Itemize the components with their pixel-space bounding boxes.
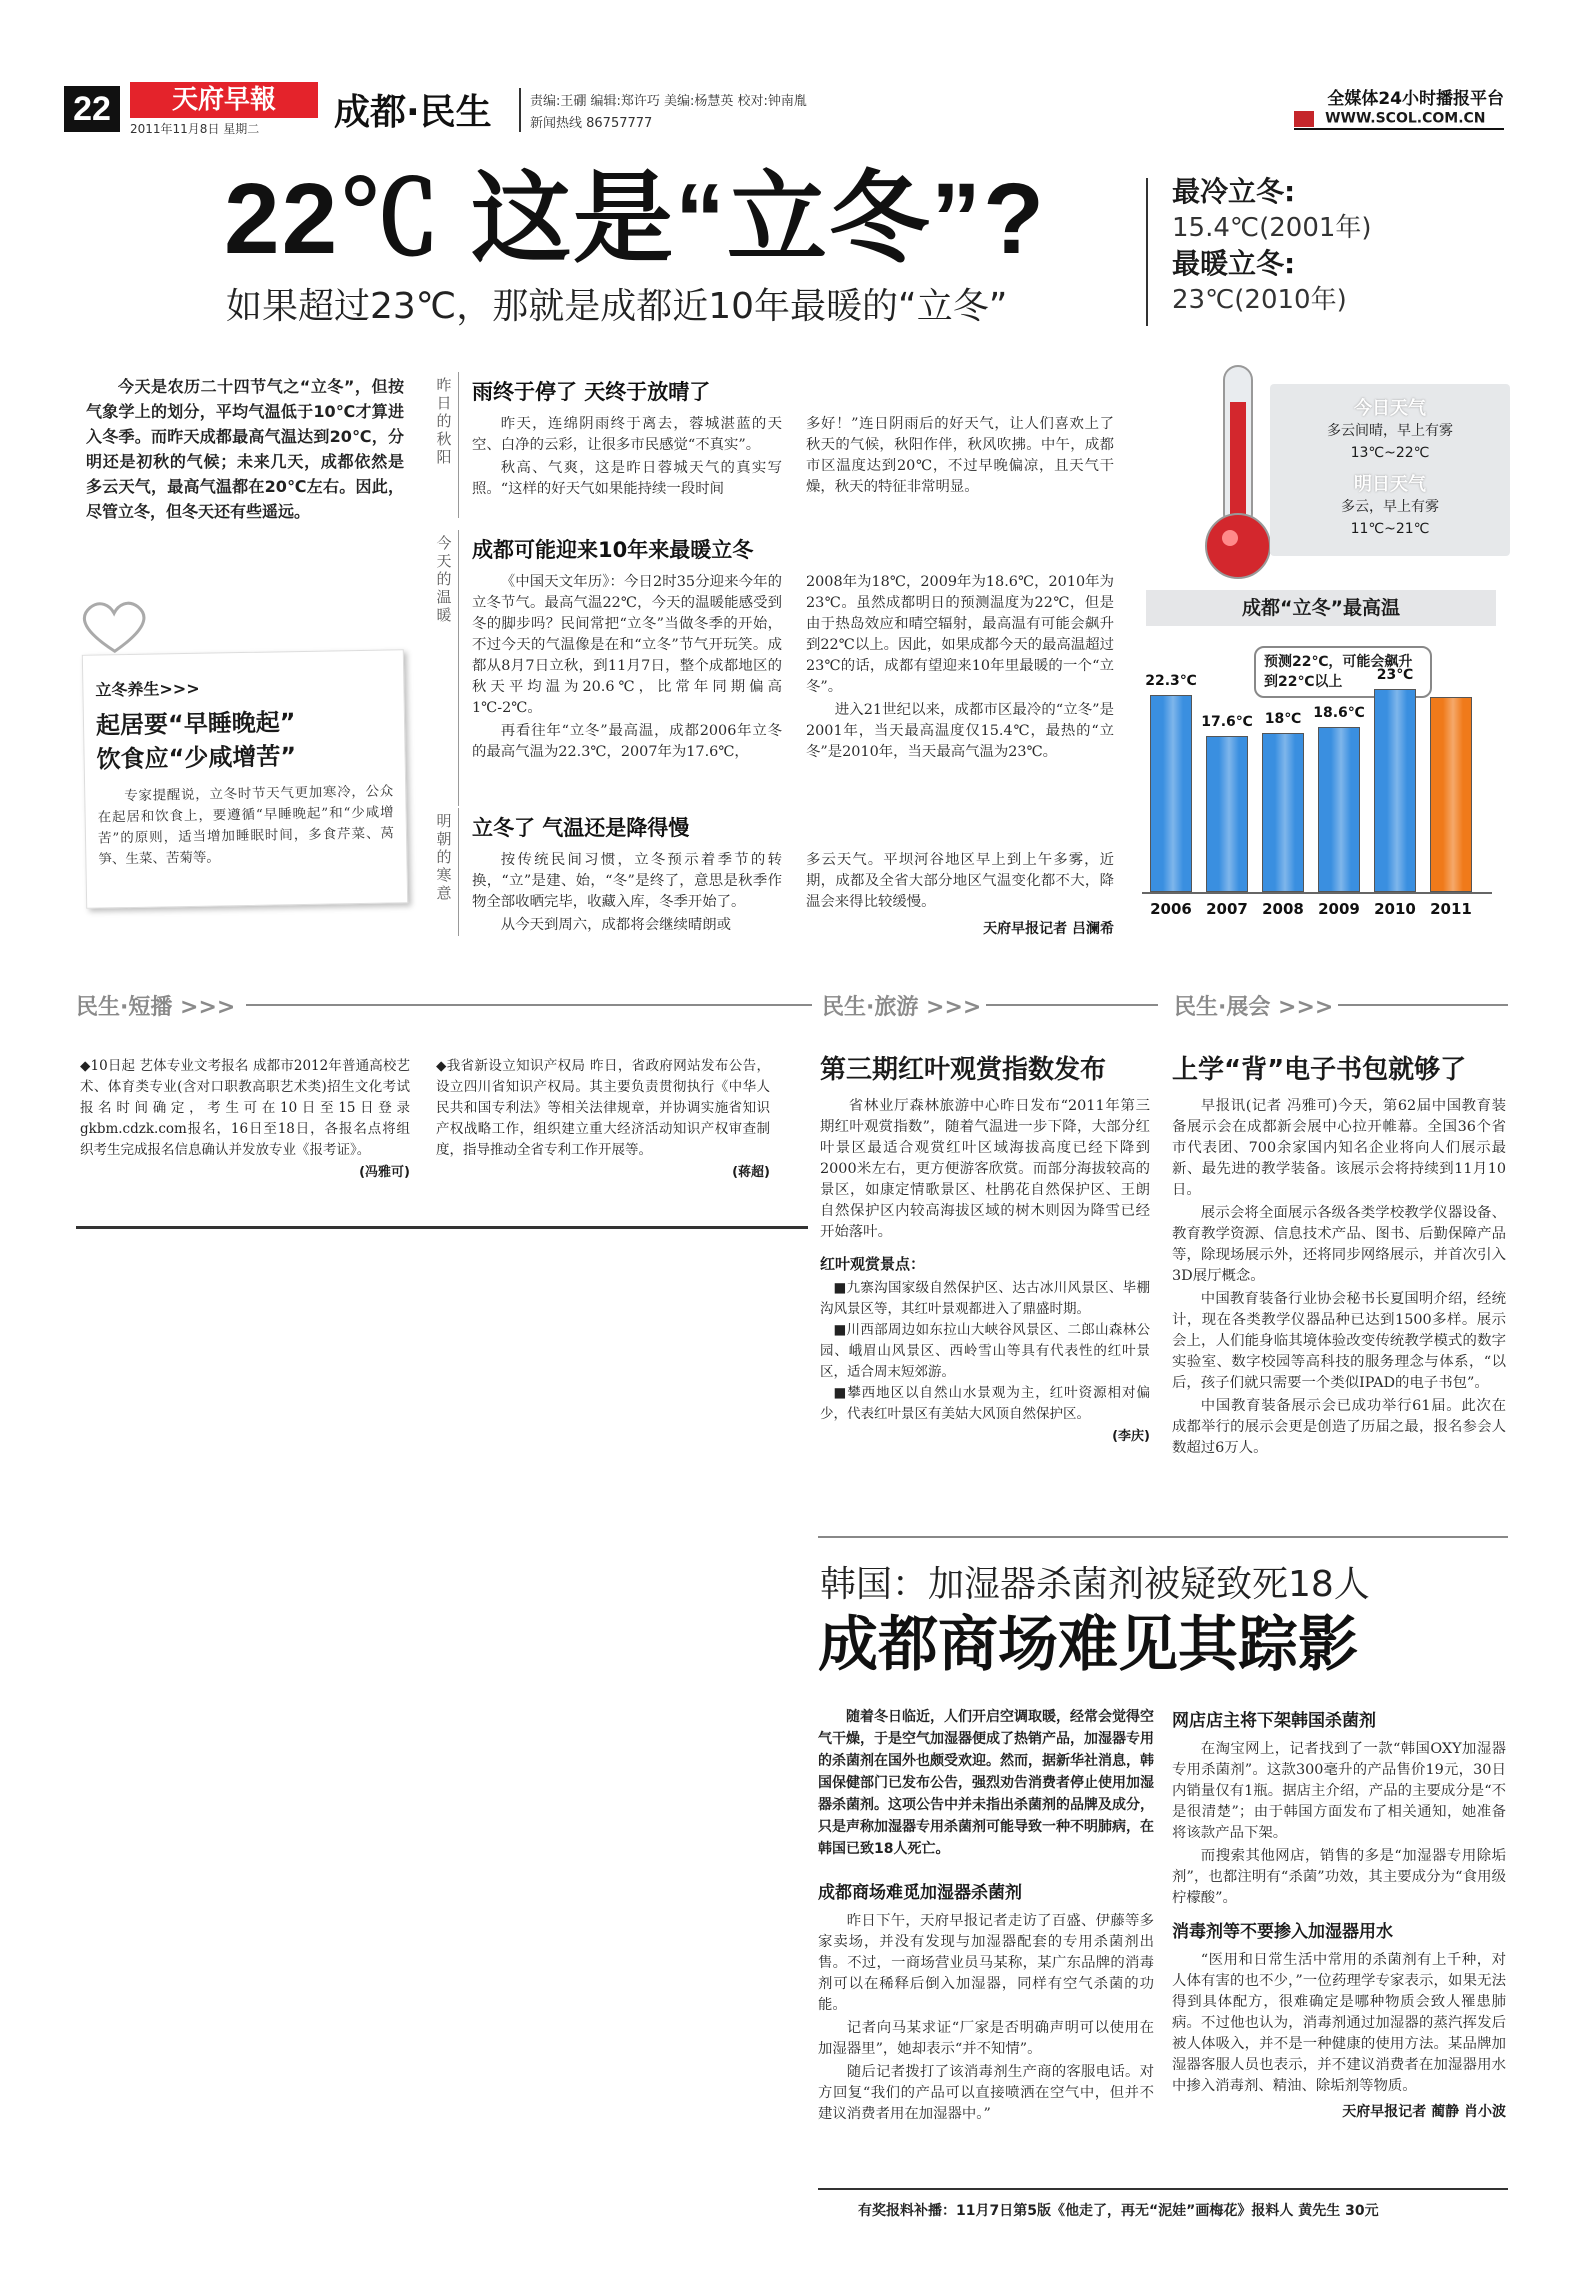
chart-bar-2009 xyxy=(1318,727,1360,892)
expo-label: 民生·展会 >>> xyxy=(1174,995,1334,1020)
heart-icon xyxy=(74,597,155,658)
expo-paragraph-3: 中国教育装备行业协会秘书长夏国明介绍，经统计，现在各类教学仪器品种已达到1500多样。展示会上，人们能身临其境体验改变传统教学模式的数字实验室、数字校园等高科技的服务理念与体系，“以后，孩子们就只需要一个类似IPAD的电子书包”。 xyxy=(1172,1291,1506,1391)
section-3-side-label: 明朝的寒意 xyxy=(436,812,452,902)
site-url[interactable] xyxy=(1294,108,1504,130)
chart-x-tick: 2011 xyxy=(1430,900,1472,918)
chart-x-tick: 2009 xyxy=(1318,900,1360,918)
korea-sub1-p1: 昨日下午，天府早报记者走访了百盛、伊藤等多家卖场，并没有发现与加湿器配套的专用杀菌剂出售。不过，一商场营业员马某称，某广东品牌的消毒剂可以在稀释后倒入加湿器，同样有空气杀菌的功能。 xyxy=(818,1913,1154,2013)
paragraph: 按传统民间习惯，立冬预示着季节的转换，“立”是建、始，“冬”是终了，意思是秋季作物全部收晒完毕，收藏入库，冬季开始了。 xyxy=(472,852,782,910)
brief-1-text: ◆10日起 艺体专业文考报名 成都市2012年普通高校艺术、体育类专业(含对口职教高职艺术类)招生文化考试报名时间确定，考生可在10日至15日登录gkbm.cdzk.com报名，16日至18日，各报名点将组织考生完成报名信息确认并发放专业《报考证》。 xyxy=(80,1058,410,1158)
expo-paragraph-2: 展示会将全面展示各级各类学校教学仪器设备、教育教学资源、信息技术产品、图书、后勤保障产品等，除现场展示外，还将同步网络展示，并首次引入3D展厅概念。 xyxy=(1172,1205,1506,1284)
temperature-chart xyxy=(1136,590,1506,940)
korea-sub1-p3: 随后记者拨打了该消毒剂生产商的客服电话。对方回复“我们的产品可以直接喷洒在空气中，但并不建议消费者用在加湿器中。” xyxy=(818,2064,1154,2122)
paragraph: 多云天气。平坝河谷地区早上到上午多雾，近期，成都及全省大部分地区气温变化都不大，降温会来得比较缓慢。 xyxy=(806,852,1114,910)
health-box xyxy=(82,649,408,909)
korea-right-column xyxy=(1172,1706,1506,2121)
section-2-col-1 xyxy=(472,572,782,765)
warmest-value: 23℃(2010年) xyxy=(1172,285,1347,315)
health-text: 专家提醒说，立冬时节天气更加寒冷，公众在起居和饮食上，要遵循“早睡晚起”和“少咸增苦”的原则，适当增加睡眠时间，多食芹菜、莴笋、生菜、苦菊等。 xyxy=(97,783,395,868)
paragraph: 多好！”连日阴雨后的好天气，让人们喜欢上了秋天的气候，秋阳作伴，秋风吹拂。中午，成都市区温度达到20℃，不过早晚偏凉，且天气干燥，秋天的特征非常明显。 xyxy=(806,416,1114,495)
warmest-label: 最暖立冬: xyxy=(1172,247,1296,280)
section-1-col-1 xyxy=(472,414,782,502)
today-temp: 13℃~22℃ xyxy=(1350,445,1430,461)
header-divider xyxy=(519,88,521,132)
travel-spots-heading: 红叶观赏景点： xyxy=(820,1255,926,1273)
paragraph: 进入21世纪以来，成都市区最冷的“立冬”是2001年，当天最高温度仅15.4℃，最热的“立冬”是2010年，当天最高气温为23℃。 xyxy=(806,702,1114,760)
section-3-col-2 xyxy=(806,850,1114,915)
korea-sub1-p2: 记者向马某求证“厂家是否明确声明可以使用在加湿器里”，她却表示“并不知情”。 xyxy=(818,2020,1154,2057)
site-url-text: WWW.SCOL.COM.CN xyxy=(1325,110,1486,127)
chart-value-label: 23℃ xyxy=(1376,666,1414,683)
section-3 xyxy=(434,808,1124,948)
chart-x-tick: 2010 xyxy=(1374,900,1416,918)
weather-panel xyxy=(1190,362,1510,586)
briefs-section-bar xyxy=(76,990,812,1020)
korea-sub3-body xyxy=(1172,1950,1506,2097)
issue-date: 2011年11月8日 星期二 xyxy=(130,122,260,136)
travel-spot-2: ■川西部周边如东拉山大峡谷风景区、二郎山森林公园、峨眉山风景区、西岭雪山等具有代表性的红叶景区，适合周末短郊游。 xyxy=(820,1322,1150,1380)
section-3-byline: 天府早报记者 吕澜希 xyxy=(983,921,1114,937)
travel-author: (李庆) xyxy=(1112,1429,1150,1444)
health-tag: 立冬养生>>> xyxy=(95,678,200,700)
travel-spot-3: ■攀西地区以自然山水景观为主，红叶资源相对偏少，代表红叶景区有美姑大风顶自然保护区。 xyxy=(820,1385,1150,1422)
korea-sub2-p1: 在淘宝网上，记者找到了一款“韩国OXY加湿器专用杀菌剂”。这款300毫升的产品售价19元，30日内销量仅有1瓶。据店主介绍，产品的主要成分是“不是很清楚”；由于韩国方面发布了相关通知，她准备将该款产品下架。 xyxy=(1172,1741,1506,1841)
korea-left-column xyxy=(818,1706,1154,2127)
chart-x-tick: 2008 xyxy=(1262,900,1304,918)
expo-paragraph-1: 早报讯(记者 冯雅可)今天，第62届中国教育装备展示会在成都新会展中心拉开帷幕。全国36个省市代表团、700余家国内知名企业将向人们展示最新、最先进的教学装备。该展示会将持续到11月10日。 xyxy=(1172,1098,1506,1198)
chart-plot-area xyxy=(1136,630,1506,940)
chart-bar-2010 xyxy=(1374,689,1416,892)
travel-heading: 第三期红叶观赏指数发布 xyxy=(820,1055,1107,1085)
travel-article xyxy=(820,1052,1150,1444)
korea-subheading-1: 成都商场难觅加湿器杀菌剂 xyxy=(818,1883,1022,1903)
chart-value-label: 17.6℃ xyxy=(1201,714,1253,731)
section-1-rule xyxy=(458,372,459,518)
footer-rule xyxy=(818,2188,1508,2190)
coldest-value: 15.4℃(2001年) xyxy=(1172,213,1372,243)
health-title-2: 饮食应“少咸增苦” xyxy=(96,742,297,774)
expo-heading: 上学“背”电子书包就够了 xyxy=(1172,1055,1467,1085)
lead-subtitle: 如果超过23℃，那就是成都近10年最暖的“立冬” xyxy=(226,286,1008,327)
expo-article xyxy=(1172,1052,1506,1461)
korea-subheading-3: 消毒剂等不要掺入加湿器用水 xyxy=(1172,1922,1393,1942)
travel-rule xyxy=(986,1004,1158,1006)
record-box xyxy=(1172,174,1502,318)
section-3-heading: 立冬了 气温还是降得慢 xyxy=(472,816,690,840)
brief-2-text: ◆我省新设立知识产权局 昨日，省政府网站发布公告，设立四川省知识产权局。其主要负责贯彻执行《中华人民共和国专利法》等相关法律规章，并协调实施省知识产权战略工作，组织建立重大经济活动知识产权审查制度，指导推动全省专利工作开展等。 xyxy=(436,1058,770,1158)
korea-sub1-body xyxy=(818,1911,1154,2125)
tomorrow-temp: 11℃~21℃ xyxy=(1350,521,1430,537)
expo-paragraph-4: 中国教育装备展示会已成功举行61届。此次在成都举行的展示会更是创造了历届之最，报名参会人数超过6万人。 xyxy=(1172,1398,1506,1456)
korea-sub2-body xyxy=(1172,1739,1506,1909)
korea-subheading-2: 网店店主将下架韩国杀菌剂 xyxy=(1172,1711,1376,1731)
tomorrow-desc: 多云，早上有雾 xyxy=(1341,499,1439,515)
korea-top-rule xyxy=(818,1536,1508,1538)
home-icon xyxy=(1294,111,1314,127)
section-2-col-2 xyxy=(806,572,1114,765)
footer-note: 有奖报料补播：11月7日第5版《他走了，再无“泥娃”画梅花》报料人 黄先生 30元 xyxy=(858,2203,1379,2219)
platform-label: 全媒体24小时播报平台 xyxy=(1327,89,1504,109)
chart-value-label: 18℃ xyxy=(1264,710,1302,727)
chart-bar-2006 xyxy=(1150,695,1192,892)
health-title-1: 起居要“早睡晚起” xyxy=(95,708,296,740)
travel-spot-1: ■九寨沟国家级自然保护区、达古冰川风景区、毕棚沟风景区等，其红叶景观都进入了鼎盛时期。 xyxy=(820,1280,1150,1317)
lead-intro: 今天是农历二十四节气之“立冬”，但按气象学上的划分，平均气温低于10℃才算进入冬季。而昨天成都最高气温达到20℃，分明还是初秋的气候；未来几天，成都依然是多云天气，最高气温都在20℃左右。因此，尽管立冬，但冬天还有些遥远。 xyxy=(86,377,404,521)
chart-baseline xyxy=(1142,892,1492,894)
korea-lead: 随着冬日临近，人们开启空调取暖，经常会觉得空气干燥，于是空气加湿器便成了热销产品，加湿器专用的杀菌剂在国外也颇受欢迎。然而，据新华社消息，韩国保健部门已发布公告，强烈劝告消费者停止使用加湿器杀菌剂。这项公告中并未指出杀菌剂的品牌及成分，只是声称加湿器专用杀菌剂可能导致一种不明肺病，在韩国已致18人死亡。 xyxy=(818,1709,1154,1857)
korea-title-2: 成都商场难见其踪影 xyxy=(818,1610,1358,1680)
section-2-rule xyxy=(458,530,459,806)
weather-card xyxy=(1270,384,1510,556)
page-number: 22 xyxy=(64,86,120,132)
today-desc: 多云间晴，早上有雾 xyxy=(1327,423,1453,439)
brief-2-author: (蒋超) xyxy=(732,1165,770,1180)
section-2-heading: 成都可能迎来10年来最暖立冬 xyxy=(472,538,754,562)
chart-x-tick: 2006 xyxy=(1150,900,1192,918)
travel-text: 省林业厅森林旅游中心昨日发布“2011年第三期红叶观赏指数”，随着气温进一步下降，大部分红叶景区最适合观赏红叶区域海拔高度已经下降到2000米左右，更方便游客欣赏。而部分海拔较高的景区，如康定情歌景区、杜鹃花自然保护区、王朗自然保护区内较高海拔区域的树木则因为降雪已经开始落叶。 xyxy=(820,1098,1150,1240)
tomorrow-label: 明日天气 xyxy=(1354,474,1426,495)
briefs-rule xyxy=(246,1004,812,1006)
paragraph: 昨天，连绵阴雨终于离去，蓉城湛蓝的天空、白净的云彩，让很多市民感觉“不真实”。 xyxy=(472,416,782,453)
chart-bar-2011 xyxy=(1430,697,1472,892)
section-title: 成都·民生 xyxy=(334,92,492,133)
hotline: 新闻热线 86757777 xyxy=(530,116,653,131)
paragraph: 2008年为18℃，2009年为18.6℃，2010年为23℃。虽然成都明日的预测温度为22℃，但是由于热岛效应和晴空辐射，最高温有可能会飙升到22℃以上。因此，如果成都今天的最高温超过23℃的话，成都有望迎来10年里最暖的一个“立冬”。 xyxy=(806,574,1114,695)
section-2-side-label: 今天的温暖 xyxy=(436,534,452,624)
travel-section-bar xyxy=(822,990,1158,1020)
expo-body xyxy=(1172,1096,1506,1459)
korea-byline: 天府早报记者 蔺静 肖小波 xyxy=(1342,2104,1506,2120)
chart-title: 成都“立冬”最高温 xyxy=(1146,590,1496,626)
travel-label: 民生·旅游 >>> xyxy=(822,995,982,1020)
chart-value-label: 22.3℃ xyxy=(1145,672,1197,689)
expo-section-bar xyxy=(1174,990,1508,1020)
section-2 xyxy=(434,530,1124,806)
paper-logo: 天府早報 xyxy=(130,82,318,118)
briefs-label: 民生·短播 >>> xyxy=(76,995,236,1020)
section-3-rule xyxy=(458,808,459,936)
brief-2 xyxy=(436,1056,770,1180)
chart-bar-2008 xyxy=(1262,733,1304,892)
brief-1 xyxy=(80,1056,410,1180)
paragraph: 从今天到周六，成都将会继续晴朗或 xyxy=(500,917,732,933)
section-1-heading: 雨终于停了 天终于放晴了 xyxy=(472,380,711,404)
expo-rule xyxy=(1338,1004,1508,1006)
chart-x-tick: 2007 xyxy=(1206,900,1248,918)
section-1-col-2 xyxy=(806,414,1114,500)
chart-value-label: 18.6℃ xyxy=(1313,705,1365,722)
briefs-bottom-rule xyxy=(76,1226,808,1229)
coldest-label: 最冷立冬: xyxy=(1172,175,1296,208)
paragraph: 《中国天文年历》：今日2时35分迎来今年的立冬节气。最高气温22℃，今天的温暖能感受到冬的脚步吗？民间常把“立冬”当做冬季的开始，不过今天的气温像是在和“立冬”节气开玩笑。成都从8月7日立秋，到11月7日，整个成都地区的秋天平均温为20.6℃，比常年同期偏高1℃-2℃。 xyxy=(472,574,782,716)
title-divider xyxy=(1146,178,1148,326)
paragraph: 秋高、气爽，这是昨日蓉城天气的真实写照。“这样的好天气如果能持续一段时间 xyxy=(472,460,782,497)
section-1 xyxy=(434,372,1124,518)
korea-sub2-p2: 而搜索其他网店，销售的多是“加湿器专用除垢剂”，也都注明有“杀菌”功效，其主要成分为“食用级柠檬酸”。 xyxy=(1172,1848,1506,1906)
section-1-side-label: 昨日的秋阳 xyxy=(436,376,452,466)
section-3-col-1 xyxy=(472,850,782,938)
korea-sub3-p1: “医用和日常生活中常用的杀菌剂有上千种，对人体有害的也不少，”一位药理学专家表示，如果无法得到具体配方，很难确定是哪种物质会致人罹患肺病。不过他也认为，消毒剂通过加湿器的蒸汽挥发后被人体吸入，并不是一种健康的使用方法。某品牌加湿器客服人员也表示，并不建议消费者在加湿器用水中掺入消毒剂、精油、除垢剂等物质。 xyxy=(1172,1952,1506,2094)
korea-title-1: 韩国：加湿器杀菌剂被疑致死18人 xyxy=(820,1564,1370,1605)
paragraph: 再看往年“立冬”最高温，成都2006年立冬的最高气温为22.3℃，2007年为17.6℃， xyxy=(472,723,782,760)
brief-1-author: (冯雅可) xyxy=(359,1165,410,1180)
lead-title: 22℃ 这是“立冬”? xyxy=(224,163,1047,275)
masthead xyxy=(64,82,1504,140)
chart-bar-2007 xyxy=(1206,736,1248,892)
today-label: 今日天气 xyxy=(1354,398,1426,419)
editors-line: 责编:王硼 编辑:郑许巧 美编:杨慧英 校对:钟南胤 xyxy=(530,94,807,109)
chart-annotation: 预测22℃，可能会飙升到22℃以上 xyxy=(1254,646,1432,698)
